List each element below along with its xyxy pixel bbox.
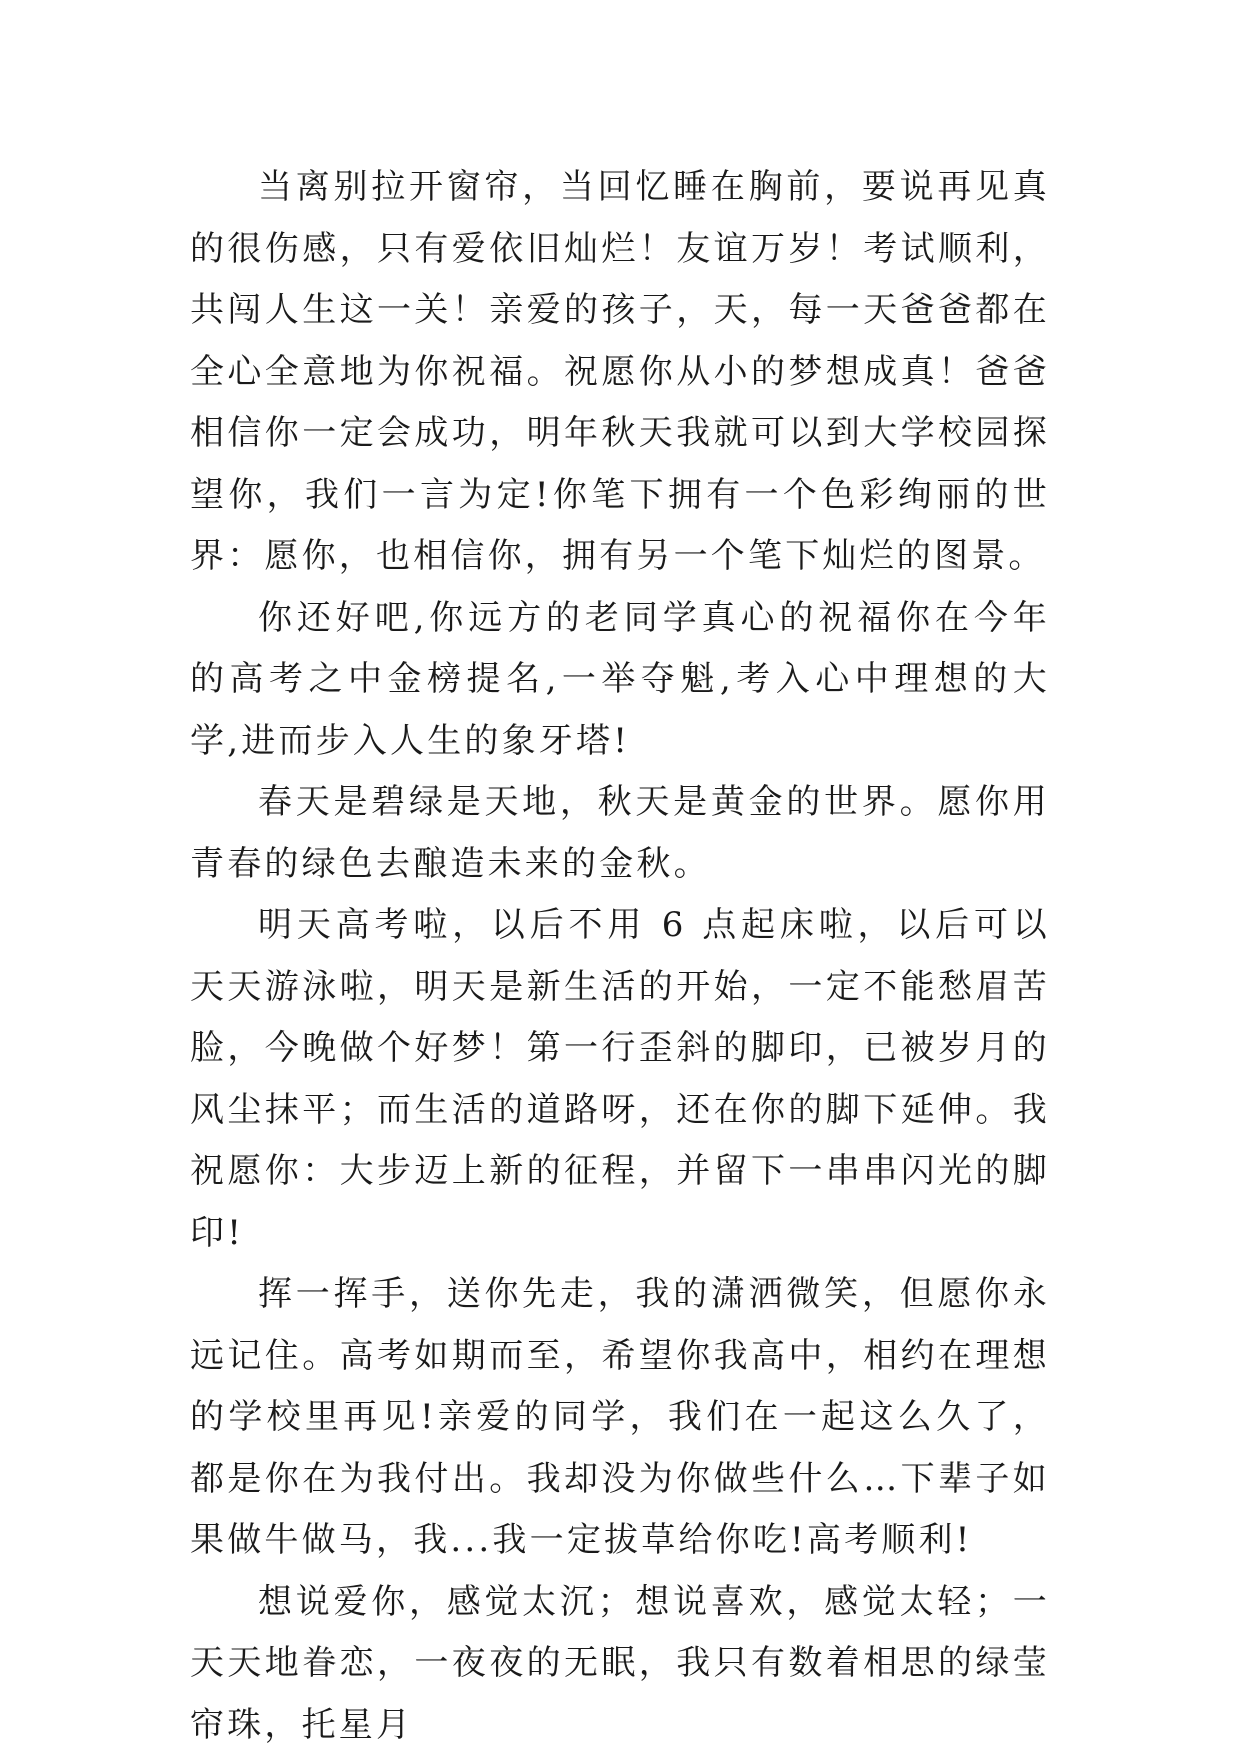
paragraph: 当离别拉开窗帘，当回忆睡在胸前，要说再见真的很伤感，只有爱依旧灿烂！友谊万岁！考试顺利，共闯人生这一关！亲爱的孩子，天，每一天爸爸都在全心全意地为你祝福。祝愿你从小的梦想成真！爸爸相信你一定会成功，明年秋天我就可以到大学校园探望你，我们一言为定!你笔下拥有一个色彩绚丽的世界：愿你，也相信你，拥有另一个笔下灿烂的图景。: [190, 157, 1050, 588]
paragraph: 挥一挥手，送你先走，我的潇洒微笑，但愿你永远记住。高考如期而至，希望你我高中，相约在理想的学校里再见!亲爱的同学，我们在一起这么久了，都是你在为我付出。我却没为你做些什么…下辈子如果做牛做马，我...我一定拔草给你吃!高考顺利!: [190, 1264, 1050, 1572]
paragraph: 你还好吧,你远方的老同学真心的祝福你在今年的高考之中金榜提名,一举夺魁,考入心中理想的大学,进而步入人生的象牙塔!: [190, 588, 1050, 773]
paragraph: 想说爱你，感觉太沉；想说喜欢，感觉太轻；一天天地眷恋，一夜夜的无眠，我只有数着相思的绿莹帘珠，托星月: [190, 1572, 1050, 1756]
document-body: [190, 157, 1050, 1756]
paragraph: 春天是碧绿是天地，秋天是黄金的世界。愿你用青春的绿色去酿造未来的金秋。: [190, 772, 1050, 895]
paragraph: 明天高考啦，以后不用 6 点起床啦，以后可以天天游泳啦，明天是新生活的开始，一定不能愁眉苦脸，今晚做个好梦！第一行歪斜的脚印，已被岁月的风尘抹平；而生活的道路呀，还在你的脚下延伸。我祝愿你：大步迈上新的征程，并留下一串串闪光的脚印!: [190, 895, 1050, 1264]
